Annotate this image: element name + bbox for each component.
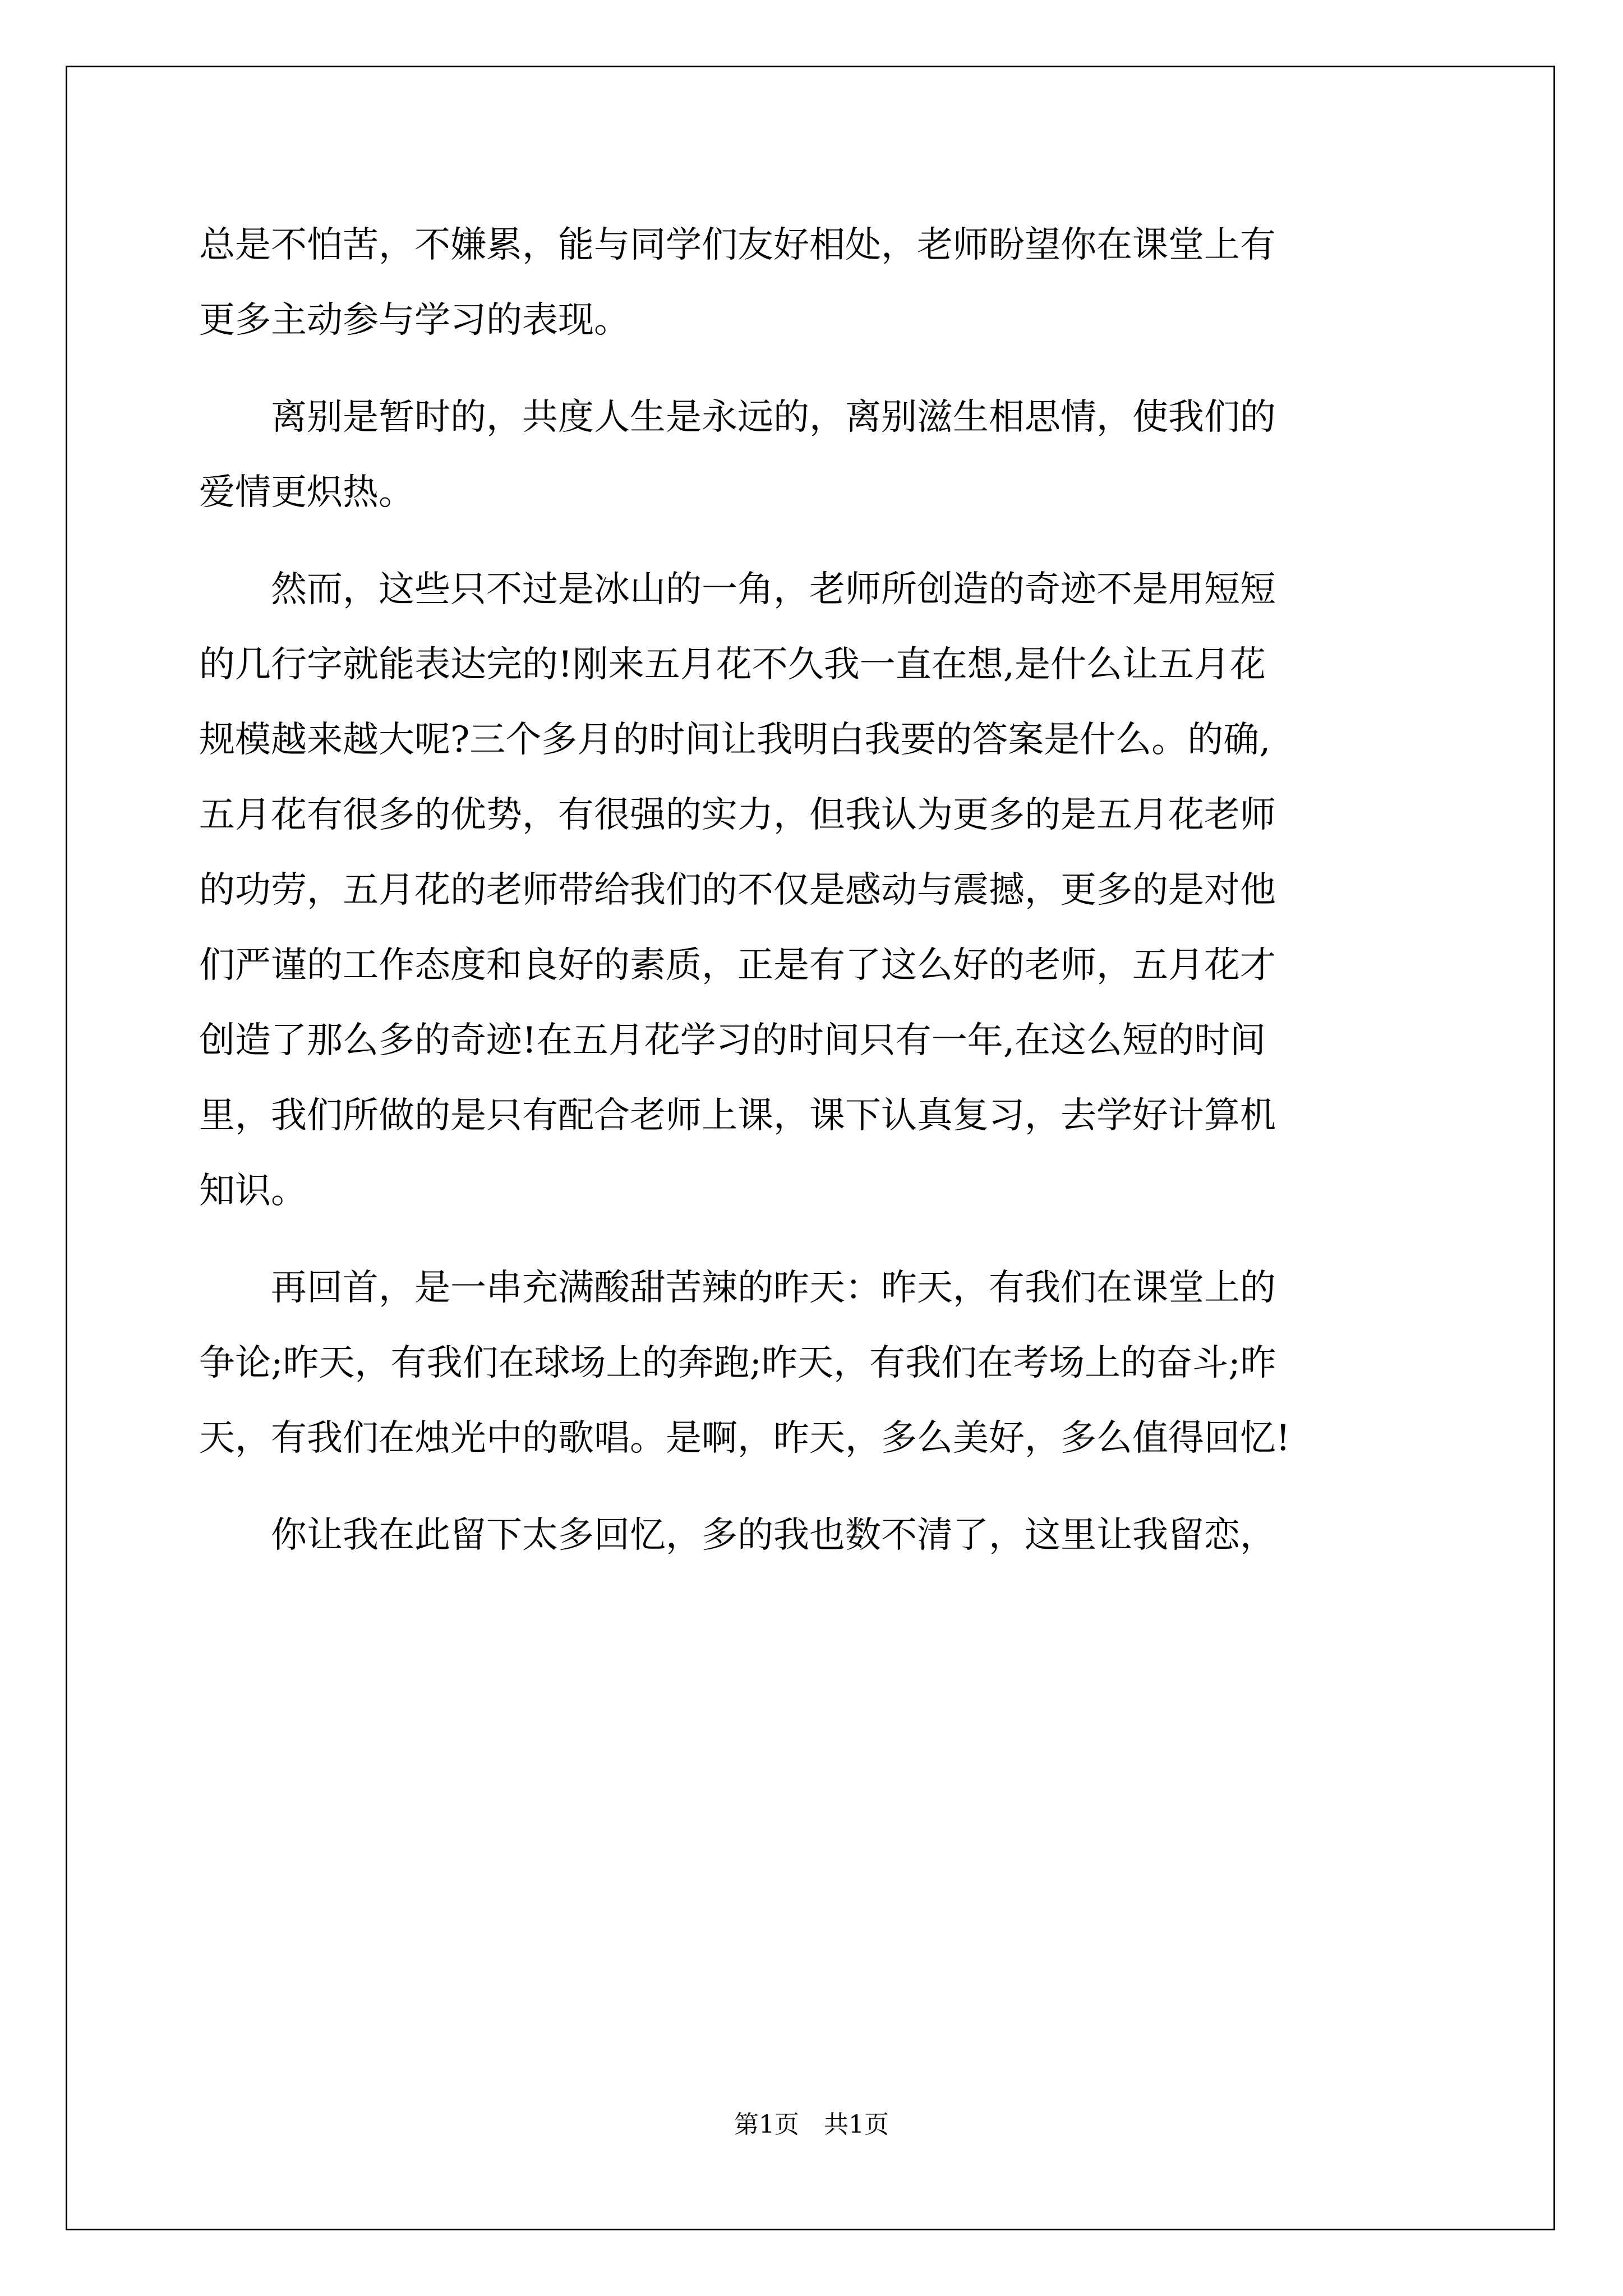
paragraph-1 [199,208,1422,358]
paragraph-4 [199,1250,1422,1476]
text-line: 离别是暂时的，共度人生是永远的，离别滋生相思情，使我们的 [199,397,1276,438]
text-line: 们严谨的工作态度和良好的素质，正是有了这么好的老师，五月花才 [199,945,1276,986]
paragraph-5 [199,1498,1422,1573]
page-footer: 第1页 共1页 [734,2110,889,2139]
text-line: 的几行字就能表达完的!刚来五月花不久我一直在想,是什么让五月花 [199,644,1266,685]
text-line: 的功劳，五月花的老师带给我们的不仅是感动与震撼，更多的是对他 [199,869,1276,911]
paragraph-2 [199,380,1422,530]
text-line: 总是不怕苦，不嫌累，能与同学们友好相处，老师盼望你在课堂上有 [199,224,1276,266]
text-line: 天，有我们在烛光中的歌唱。是啊，昨天，多么美好，多么值得回忆! [199,1418,1290,1459]
text-line: 里，我们所做的是只有配合老师上课，课下认真复习，去学好计算机 [199,1095,1276,1137]
text-line: 你让我在此留下太多回忆，多的我也数不清了，这里让我留恋， [199,1515,1276,1556]
text-line: 更多主动参与学习的表现。 [199,300,630,341]
text-line: 规模越来越大呢?三个多月的时间让我明白我要的答案是什么。的确, [199,719,1271,761]
text-line: 再回首，是一串充满酸甜苦辣的昨天：昨天，有我们在课堂上的 [199,1267,1276,1309]
text-line: 爱情更炽热。 [199,472,414,513]
text-line: 争论;昨天，有我们在球场上的奔跑;昨天，有我们在考场上的奋斗;昨 [199,1342,1276,1384]
text-line: 知识。 [199,1170,307,1212]
document-body [199,208,1422,1573]
text-line: 然而，这些只不过是冰山的一角，老师所创造的奇迹不是用短短 [199,569,1276,610]
text-line: 创造了那么多的奇迹!在五月花学习的时间只有一年,在这么短的时间 [199,1020,1266,1061]
text-line: 五月花有很多的优势，有很强的实力，但我认为更多的是五月花老师 [199,794,1276,836]
paragraph-3 [199,552,1422,1228]
